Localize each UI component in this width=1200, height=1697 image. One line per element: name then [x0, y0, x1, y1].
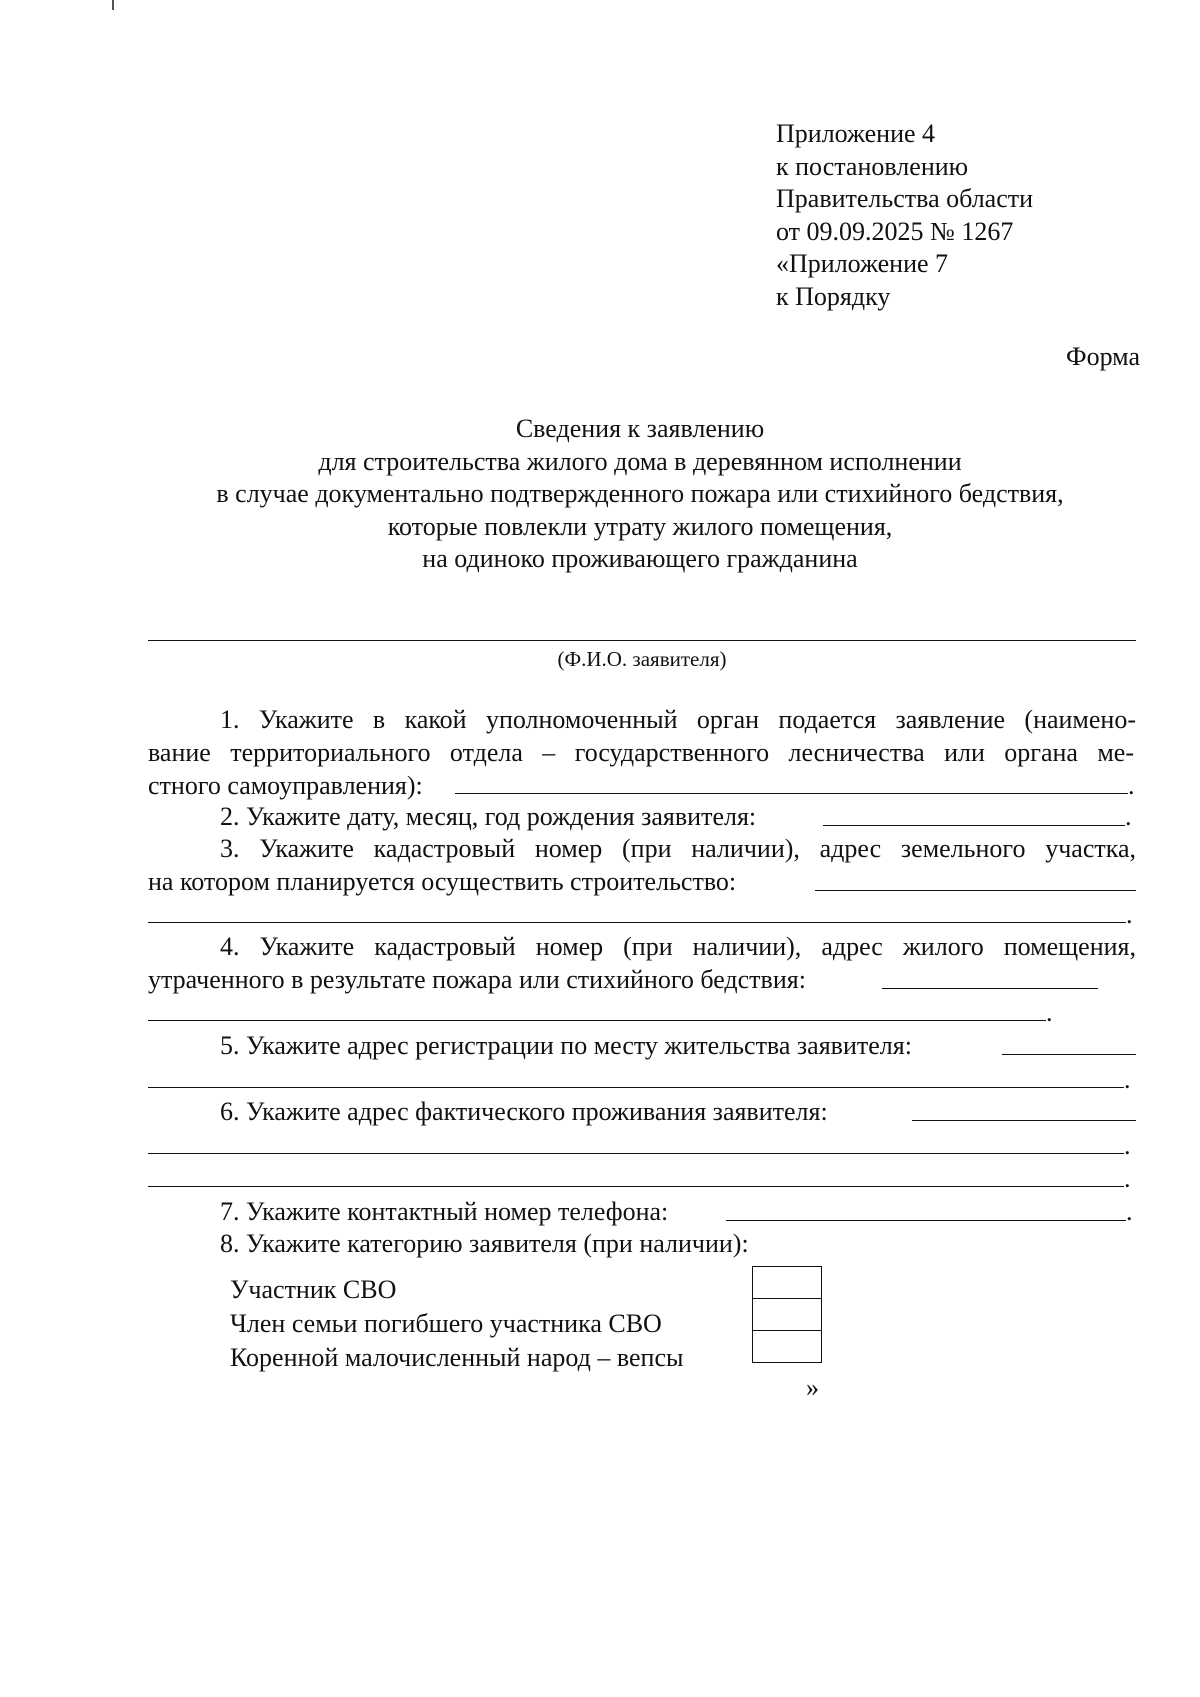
appendix-line: Приложение 4 — [776, 119, 936, 148]
category-label: Член семьи погибшего участника СВО — [230, 1309, 662, 1338]
appendix-line: к Порядку — [776, 281, 891, 311]
applicant-name-caption: (Ф.И.О. заявителя) — [557, 647, 727, 671]
question-6: 6. Укажите адрес фактического проживания заявителя: — [220, 1097, 828, 1126]
appendix-line: к постановлению — [776, 151, 969, 181]
title-line: которые повлекли утрату жилого помещения, — [387, 511, 893, 541]
question-4-line-1: 4. Укажите кадастровый номер (при наличии), адрес жилого помещения, — [220, 932, 1136, 961]
question-1-line-2: вание территориального отдела – государственного лесничества или органа ме- — [148, 738, 1134, 767]
appendix-line: «Приложение 7 — [776, 249, 949, 278]
form-label: Форма — [1066, 342, 1140, 371]
question-8: 8. Укажите категорию заявителя (при наличии): — [220, 1229, 749, 1258]
closing-quote: » — [806, 1373, 819, 1402]
category-label: Коренной малочисленный народ – вепсы — [230, 1343, 684, 1372]
line-end-dot: . — [1125, 802, 1132, 831]
appendix-header — [776, 118, 1106, 313]
actual-address-field[interactable] — [912, 1120, 1136, 1121]
question-5: 5. Укажите адрес регистрации по месту жительства заявителя: — [220, 1031, 912, 1060]
category-label: Участник СВО — [230, 1275, 397, 1304]
title-line: в случае документально подтвержденного пожара или стихийного бедствия, — [216, 479, 1064, 508]
question-4-line-2: утраченного в результате пожара или стихийного бедствия: — [148, 965, 806, 994]
question-1-line-1: 1. Укажите в какой уполномоченный орган подается заявление (наимено- — [220, 705, 1136, 734]
title-line: на одиноко проживающего гражданина — [422, 544, 858, 573]
title-line: для строительства жилого дома в деревянном исполнении — [318, 446, 962, 476]
scan-artifact — [112, 0, 114, 10]
land-plot-field[interactable] — [815, 890, 1136, 891]
line-end-dot: . — [1126, 1197, 1133, 1226]
line-end-dot: . — [1046, 998, 1053, 1027]
line-end-dot: . — [1124, 1164, 1131, 1193]
line-end-dot: . — [1124, 1065, 1131, 1094]
registration-address-field-continued[interactable] — [148, 1087, 1124, 1088]
lost-dwelling-field[interactable] — [882, 988, 1098, 989]
document-title — [140, 413, 1140, 576]
title-line: Сведения к заявлению — [515, 414, 765, 443]
question-7: 7. Укажите контактный номер телефона: — [220, 1197, 669, 1226]
actual-address-field-continued[interactable] — [148, 1153, 1124, 1154]
question-1-line-3: стного самоуправления): — [148, 771, 423, 800]
line-end-dot: . — [1128, 771, 1135, 800]
applicant-name-field[interactable] — [148, 640, 1136, 641]
question-2: 2. Укажите дату, месяц, год рождения заявителя: — [220, 802, 757, 831]
line-end-dot: . — [1126, 900, 1133, 929]
appendix-line: Правительства области — [776, 184, 1034, 213]
category-checkbox[interactable] — [752, 1330, 822, 1363]
registration-address-field[interactable] — [1002, 1054, 1136, 1055]
authority-field[interactable] — [455, 793, 1128, 794]
lost-dwelling-field-continued[interactable] — [148, 1020, 1046, 1021]
land-plot-field-continued[interactable] — [148, 922, 1126, 923]
category-checkbox[interactable] — [752, 1298, 822, 1331]
category-checkbox[interactable] — [752, 1266, 822, 1299]
question-3-line-1: 3. Укажите кадастровый номер (при наличии), адрес земельного участка, — [220, 834, 1136, 863]
phone-field[interactable] — [726, 1220, 1126, 1221]
actual-address-field-continued-2[interactable] — [148, 1186, 1124, 1187]
birth-date-field[interactable] — [823, 825, 1125, 826]
appendix-line: от 09.09.2025 № 1267 — [776, 216, 1014, 246]
line-end-dot: . — [1124, 1131, 1131, 1160]
question-3-line-2: на котором планируется осуществить строительство: — [148, 867, 737, 896]
